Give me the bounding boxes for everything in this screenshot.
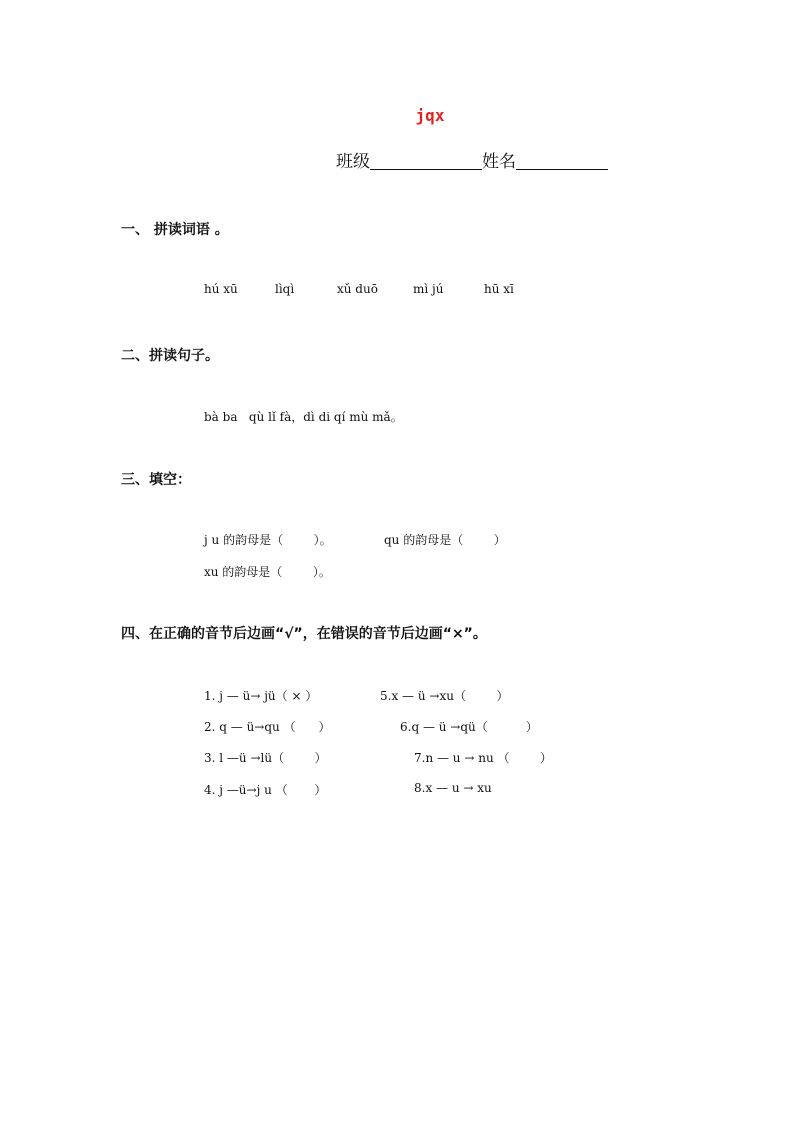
word-5: hū xī [484,282,514,296]
word-3: xǔ duō [337,282,378,296]
name-label: 姓名 [482,152,516,172]
item-3: 3. l —ü →lü（ ） [204,751,327,765]
word-2: lìqì [275,282,295,296]
word-4: mì jú [413,282,444,296]
class-label: 班级 [336,152,370,172]
section-4-title: 四、在正确的音节后边画“√”，在错误的音节后边画“×”。 [121,626,487,642]
item-8: 8.x — u → xu [414,781,492,795]
document-title: jqx [415,106,445,125]
item-4: 4. j —ü→j u （ ） [204,783,327,797]
item-2: 2. q — ü→qu （ ） [204,720,331,734]
student-info-row [336,147,608,172]
section-1-title: 一、 拼读词语 。 [121,222,229,238]
item-5: 5.x — ü →xu（ ） [380,689,509,703]
item-1: 1. j — ü→ jü（ × ） [204,689,318,703]
sentence: bà ba qù lǐ fà，dì di qí mù mǎ。 [204,410,403,424]
class-blank[interactable] [370,151,482,170]
fill-blank-1: j u 的韵母是（ ）。 [204,533,332,547]
word-1: hú xū [204,282,238,296]
item-6: 6.q — ü →qü（ ） [400,720,538,734]
fill-blank-3: xu 的韵母是（ ）。 [204,565,331,579]
item-7: 7.n — u → nu （ ） [414,751,553,765]
section-2-title: 二、拼读句子。 [121,348,219,364]
fill-blank-2: qu 的韵母是（ ） [384,533,506,547]
section-3-title: 三、填空： [121,472,191,488]
name-blank[interactable] [516,151,608,170]
